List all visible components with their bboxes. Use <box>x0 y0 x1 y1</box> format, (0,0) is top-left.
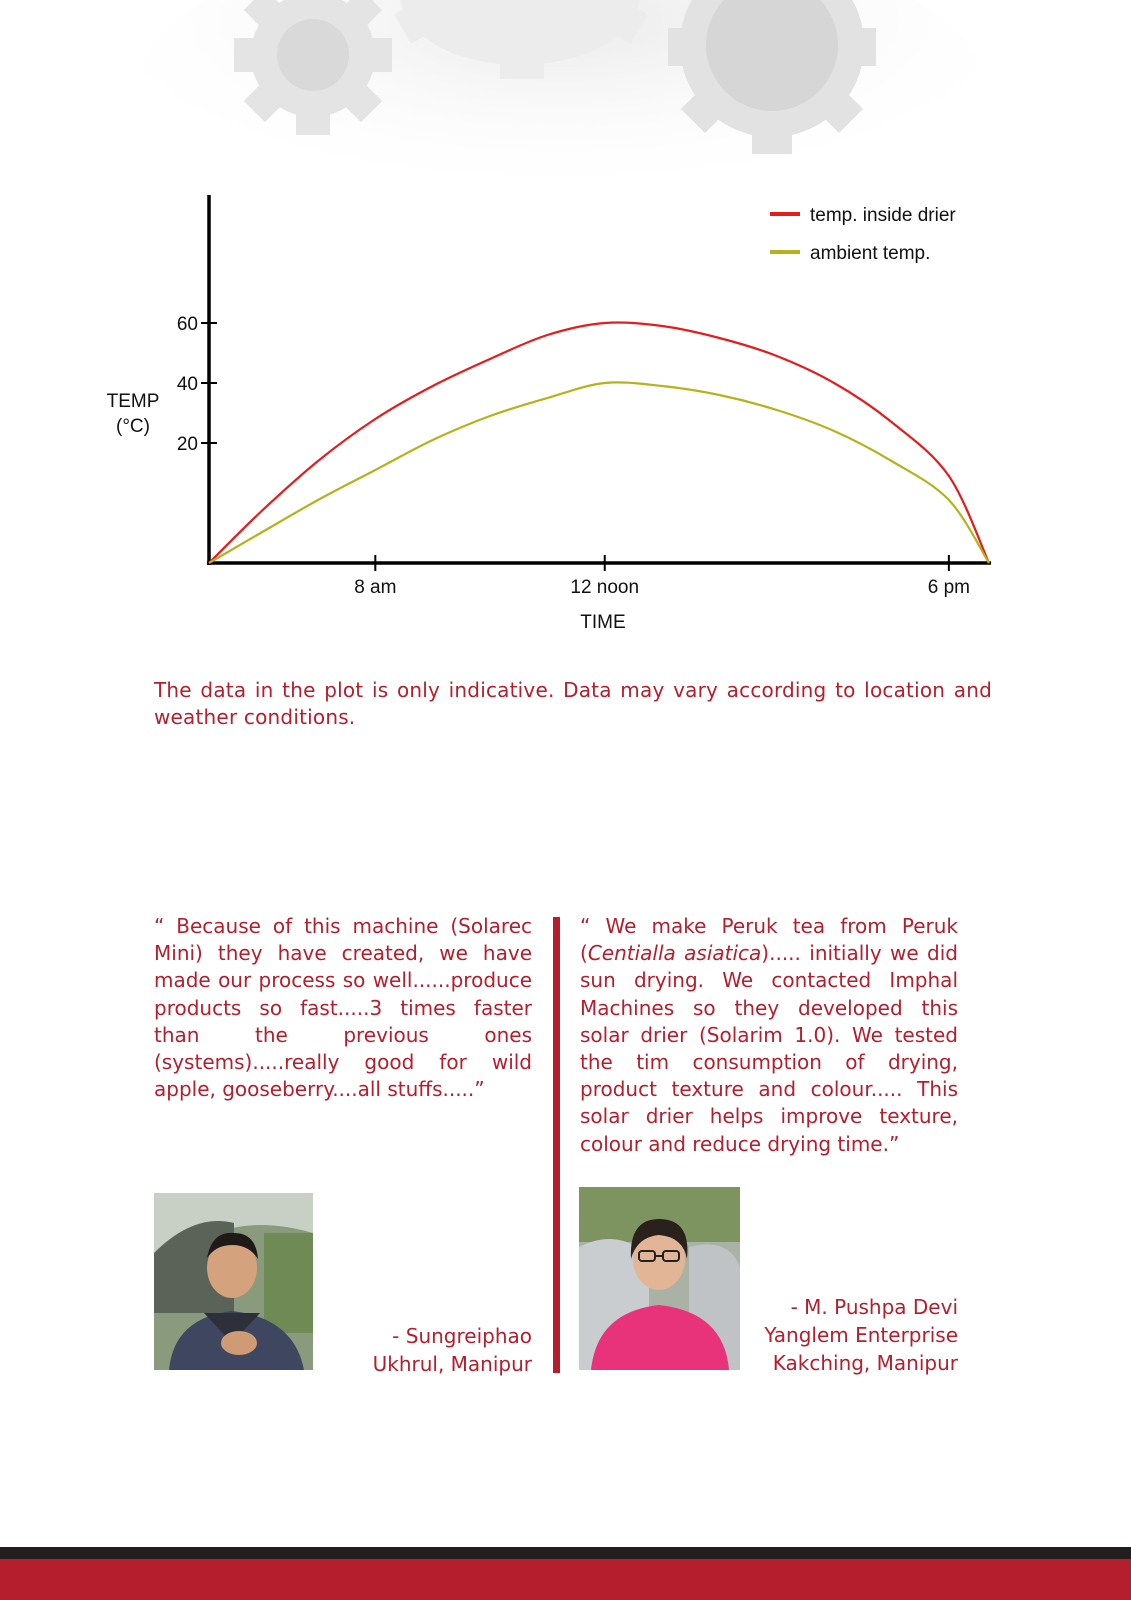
x-tick-label: 6 pm <box>927 577 970 598</box>
person-name: - M. Pushpa Devi <box>790 1295 958 1319</box>
x-tick-label: 12 noon <box>570 577 640 598</box>
chart-disclaimer: The data in the plot is only indicative. Data may vary according to location and weather conditions. <box>154 678 992 729</box>
footer-band-red <box>0 1559 1131 1600</box>
quote-text: )..... initially we did sun drying. We contacted Imphal Machines so they developed this solar drier (Solarim 1.0). We tested the tim consumption of drying, product texture and colour..... This solar drier helps improve texture, colour and reduce drying time.” <box>580 941 958 1156</box>
x-axis-title: TIME <box>580 612 626 633</box>
person-location: Ukhrul, Manipur <box>372 1352 532 1376</box>
footer-band-dark <box>0 1547 1131 1559</box>
testimonial-photo <box>154 1193 313 1370</box>
y-tick-label: 20 <box>176 434 198 455</box>
series-line-ambient <box>209 382 989 563</box>
y-axis-unit: (°C) <box>116 416 150 437</box>
testimonial-photo <box>579 1187 740 1370</box>
quote-species-name: Centialla asiatica <box>587 941 762 966</box>
quote-text: “ We make Peruk tea from Peruk ( <box>580 914 958 966</box>
testimonial-quote: “ Because of this machine (Solarec Mini) they have created, we have made our process so well......produce products so fast.....3 times faster than the previous ones (systems).....really good for wild apple, gooseberry....all stuffs.....” <box>154 914 532 1102</box>
temperature-chart <box>0 0 1131 660</box>
testimonial-attribution <box>330 1322 532 1378</box>
testimonial-attribution <box>740 1293 958 1377</box>
person-location: Kakching, Manipur <box>772 1351 958 1375</box>
legend <box>770 205 956 264</box>
y-tick-label: 60 <box>176 314 198 335</box>
legend-label: temp. inside drier <box>810 205 956 226</box>
legend-label: ambient temp. <box>810 243 931 264</box>
person-name: - Sungreiphao <box>392 1324 532 1348</box>
x-tick-label: 8 am <box>354 577 397 598</box>
series-line-inside-drier <box>209 322 989 563</box>
y-axis-label <box>107 391 160 437</box>
testimonial-quote <box>580 913 958 1158</box>
divider <box>553 917 560 1373</box>
person-organization: Yanglem Enterprise <box>764 1323 958 1347</box>
y-tick-label: 40 <box>176 374 198 395</box>
y-axis-title: TEMP <box>106 391 160 412</box>
